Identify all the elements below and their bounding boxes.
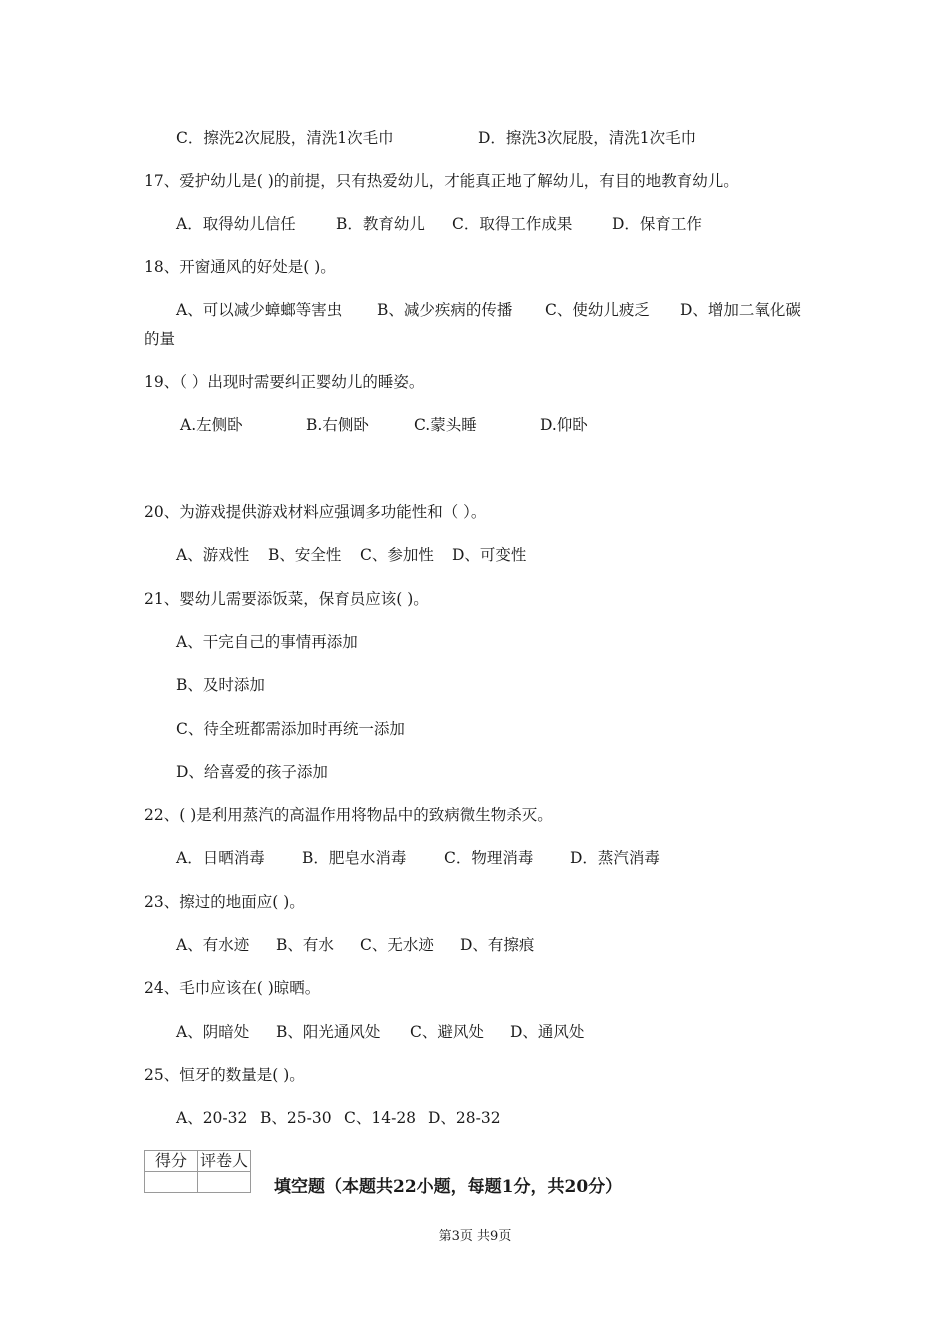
q18-option-d: D、增加二氧化碳 [680,301,801,319]
q21-option-a: A、干完自己的事情再添加 [176,633,358,651]
q25-option-a: A、20-32 [176,1109,248,1127]
q25-option-d: D、28-32 [428,1109,501,1127]
q23-option-c: C、无水迹 [360,936,434,954]
q24-option-a: A、阴暗处 [176,1023,250,1041]
q25-option-c: C、14-28 [344,1109,417,1127]
q16-option-c: C．擦洗2次屁股，清洗1次毛巾 [176,129,394,147]
q16-option-d: D．擦洗3次屁股，清洗1次毛巾 [478,129,697,147]
q22-stem: 22、( )是利用蒸汽的高温作用将物品中的致病微生物杀灭。 [144,806,553,824]
q24-option-b: B、阳光通风处 [276,1023,381,1041]
q24-stem: 24、毛巾应该在( )晾晒。 [144,979,321,997]
q23-stem: 23、擦过的地面应( )。 [144,893,305,911]
q17-option-c: C．取得工作成果 [452,215,573,233]
q20-stem: 20、为游戏提供游戏材料应强调多功能性和（ ）。 [144,503,487,521]
q19-option-b: B.右侧卧 [306,416,369,434]
q20-option-a: A、游戏性 [176,546,250,564]
page-footer: 第3页 共9页 [438,1229,512,1244]
score-table [144,1150,251,1193]
q25-stem: 25、恒牙的数量是( )。 [144,1066,305,1084]
q22-option-b: B．肥皂水消毒 [302,849,407,867]
q19-stem: 19、（ ）出现时需要纠正婴幼儿的睡姿。 [144,373,425,391]
q22-option-d: D．蒸汽消毒 [570,849,660,867]
score-cell [145,1172,198,1193]
grader-cell [198,1172,251,1193]
q19-option-a: A.左侧卧 [180,416,243,434]
q19-option-c: C.蒙头睡 [414,416,477,434]
q17-option-b: B．教育幼儿 [336,215,425,233]
q22-option-a: A．日晒消毒 [176,849,265,867]
q22-option-c: C．物理消毒 [444,849,534,867]
q21-option-c: C、待全班都需添加时再统一添加 [176,720,405,738]
q23-option-b: B、有水 [276,936,334,954]
q21-option-d: D、给喜爱的孩子添加 [176,763,328,781]
q20-option-d: D、可变性 [452,546,527,564]
q18-option-c: C、使幼儿疲乏 [545,301,650,319]
q20-option-c: C、参加性 [360,546,434,564]
q21-option-b: B、及时添加 [176,676,265,694]
q19-option-d: D.仰卧 [540,416,588,434]
q18-option-b: B、减少疾病的传播 [377,301,513,319]
q20-option-b: B、安全性 [268,546,342,564]
q17-stem: 17、爱护幼儿是( )的前提，只有热爱幼儿，才能真正地了解幼儿，有目的地教育幼儿。 [144,172,739,190]
grader-header: 评卷人 [198,1151,251,1172]
q23-option-a: A、有水迹 [176,936,250,954]
q17-option-d: D．保育工作 [612,215,702,233]
q18-option-d-wrap: 的量 [144,330,176,348]
q25-option-b: B、25-30 [260,1109,332,1127]
q24-option-d: D、通风处 [510,1023,585,1041]
q18-stem: 18、开窗通风的好处是( )。 [144,258,336,276]
q18-option-a: A、可以减少蟑螂等害虫 [176,301,343,319]
q17-option-a: A．取得幼儿信任 [176,215,296,233]
q21-stem: 21、婴幼儿需要添饭菜，保育员应该( )。 [144,590,429,608]
score-header: 得分 [145,1151,198,1172]
q24-option-c: C、避风处 [410,1023,484,1041]
section-title: 填空题（本题共22小题，每题1分，共20分） [274,1177,623,1197]
q23-option-d: D、有擦痕 [460,936,535,954]
